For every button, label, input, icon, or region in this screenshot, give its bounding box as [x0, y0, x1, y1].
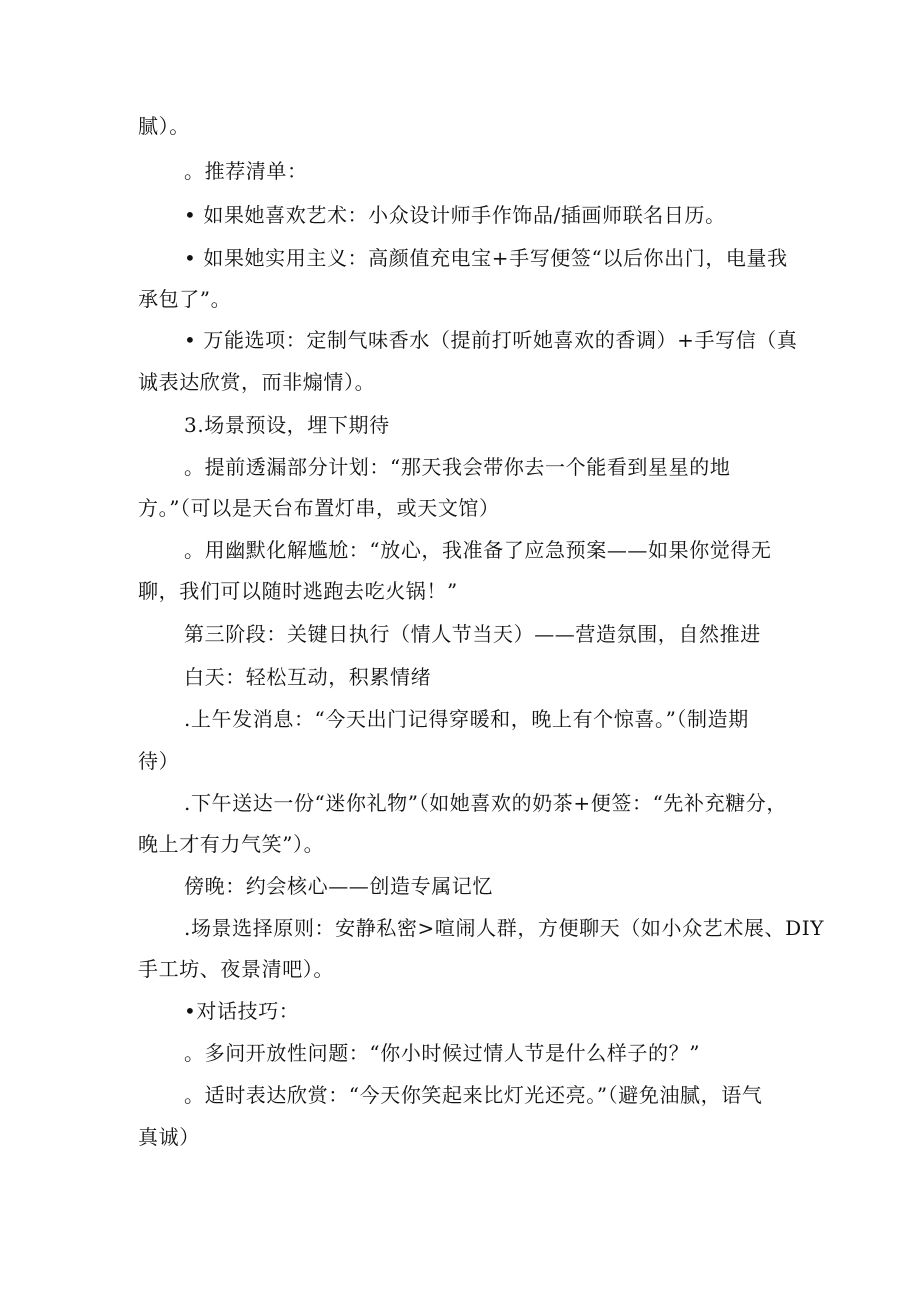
text-line: 。推荐清单：: [184, 159, 308, 183]
text-line: • 万能选项：定制气味香水（提前打听她喜欢的香调）+手写信（真: [184, 328, 798, 352]
text-line: 3.场景预设，埋下期待: [184, 413, 390, 437]
text-line: • 如果她喜欢艺术：小众设计师手作饰品/插画师联名日历。: [184, 203, 726, 227]
text-line: 真诚）: [138, 1125, 200, 1149]
text-line: • 如果她实用主义：高颜值充电宝+手写便签“以后你出门，电量我: [184, 246, 788, 270]
text-line: 待）: [138, 749, 180, 773]
text-line: 诚表达欣赏，而非煽情）。: [138, 370, 376, 394]
text-line: 晚上才有力气笑”）。: [138, 832, 325, 856]
text-line: 腻）。: [138, 114, 190, 138]
text-line: .场景选择原则：安静私密>喧闹人群，方便聊天（如小众艺术展、DIY: [184, 916, 825, 940]
text-line: 手工坊、夜景清吧）。: [138, 957, 334, 981]
text-line: 承包了”。: [138, 287, 232, 311]
text-line: 聊，我们可以随时逃跑去吃火锅！”: [138, 579, 458, 603]
text-line: 白天：轻松互动，积累情绪: [184, 665, 432, 689]
text-line: 。用幽默化解尴尬：“放心，我准备了应急预案——如果你觉得无: [184, 538, 772, 562]
text-line: 方。”（可以是天台布置灯串，或天文馆）: [138, 496, 500, 520]
text-line: •对话技巧：: [184, 999, 300, 1023]
text-line: 。多问开放性问题：“你小时候过情人节是什么样子的？”: [184, 1041, 701, 1065]
text-line: .下午送达一份“迷你礼物”（如她喜欢的奶茶+便签：“先补充糖分，: [184, 791, 787, 815]
text-line: .上午发消息：“今天出门记得穿暖和，晚上有个惊喜。”（制造期: [184, 707, 749, 731]
text-line: 。适时表达欣赏：“今天你笑起来比灯光还亮。”（避免油腻，语气: [184, 1083, 763, 1107]
text-line: 第三阶段：关键日执行（情人节当天）——营造氛围，自然推进: [184, 622, 761, 646]
text-line: 傍晚：约会核心——创造专属记忆: [184, 874, 493, 898]
text-line: 。提前透漏部分计划：“那天我会带你去一个能看到星星的地: [184, 455, 731, 479]
